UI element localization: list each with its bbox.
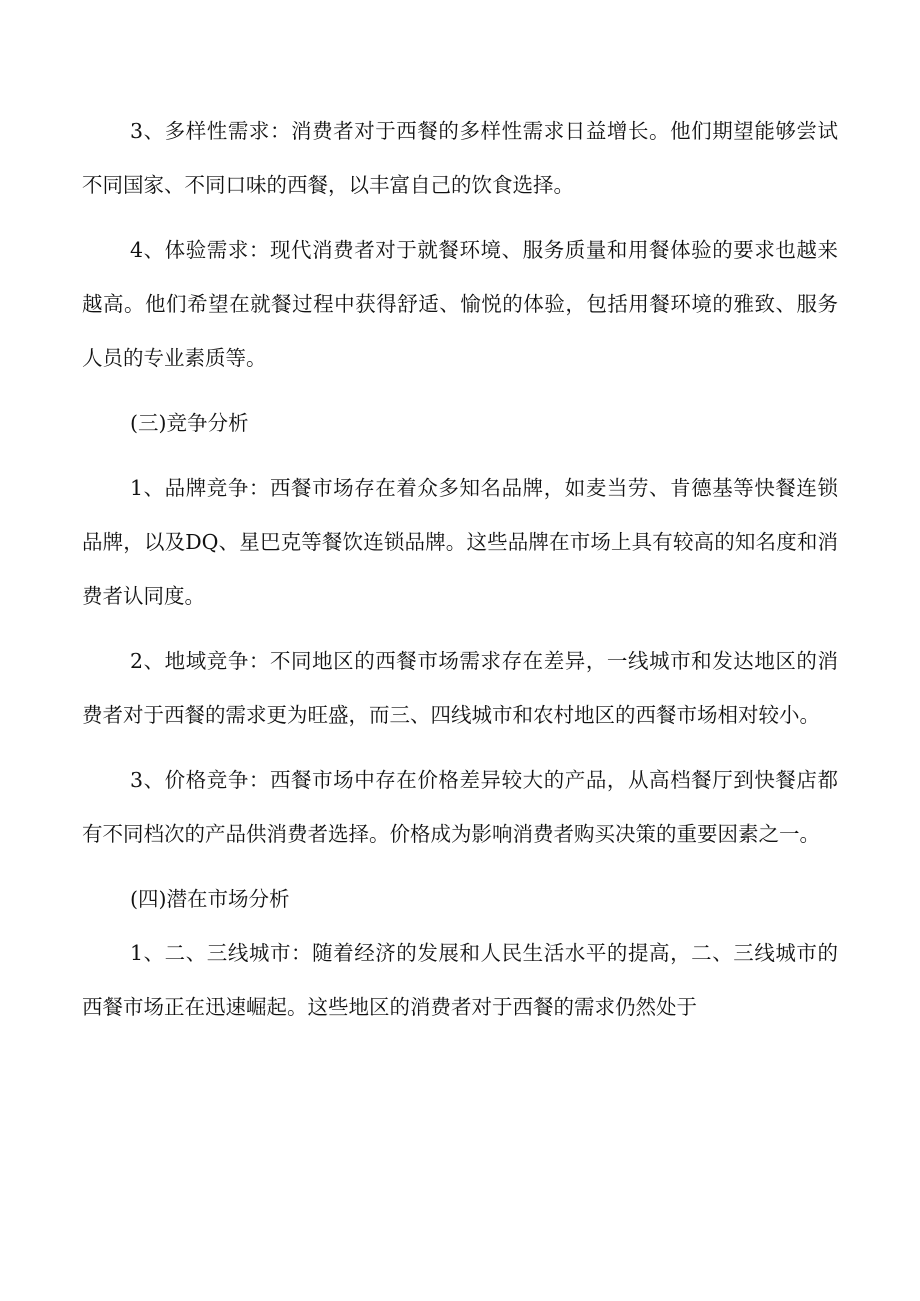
- document-body: [82, 104, 838, 1034]
- section-heading-competition: (三)竞争分析: [130, 411, 249, 435]
- paragraph-brand-competition: 1、品牌竞争：西餐市场存在着众多知名品牌，如麦当劳、肯德基等快餐连锁品牌，以及DQ、星巴克等餐饮连锁品牌。这些品牌在市场上具有较高的知名度和消费者认同度。: [82, 476, 838, 608]
- paragraph-experience-demand: 4、体验需求：现代消费者对于就餐环境、服务质量和用餐体验的要求也越来越高。他们希望在就餐过程中获得舒适、愉悦的体验，包括用餐环境的雅致、服务人员的专业素质等。: [82, 238, 838, 370]
- section-heading-potential-market: (四)潜在市场分析: [130, 887, 290, 911]
- paragraph-price-competition: 3、价格竞争：西餐市场中存在价格差异较大的产品，从高档餐厅到快餐店都有不同档次的产品供消费者选择。价格成为影响消费者购买决策的重要因素之一。: [82, 768, 838, 846]
- paragraph-tier-cities: 1、二、三线城市：随着经济的发展和人民生活水平的提高，二、三线城市的西餐市场正在迅速崛起。这些地区的消费者对于西餐的需求仍然处于: [82, 941, 838, 1019]
- paragraph-regional-competition: 2、地域竞争：不同地区的西餐市场需求存在差异，一线城市和发达地区的消费者对于西餐的需求更为旺盛，而三、四线城市和农村地区的西餐市场相对较小。: [82, 649, 838, 727]
- paragraph-diversity-demand: 3、多样性需求：消费者对于西餐的多样性需求日益增长。他们期望能够尝试不同国家、不同口味的西餐，以丰富自己的饮食选择。: [82, 119, 838, 197]
